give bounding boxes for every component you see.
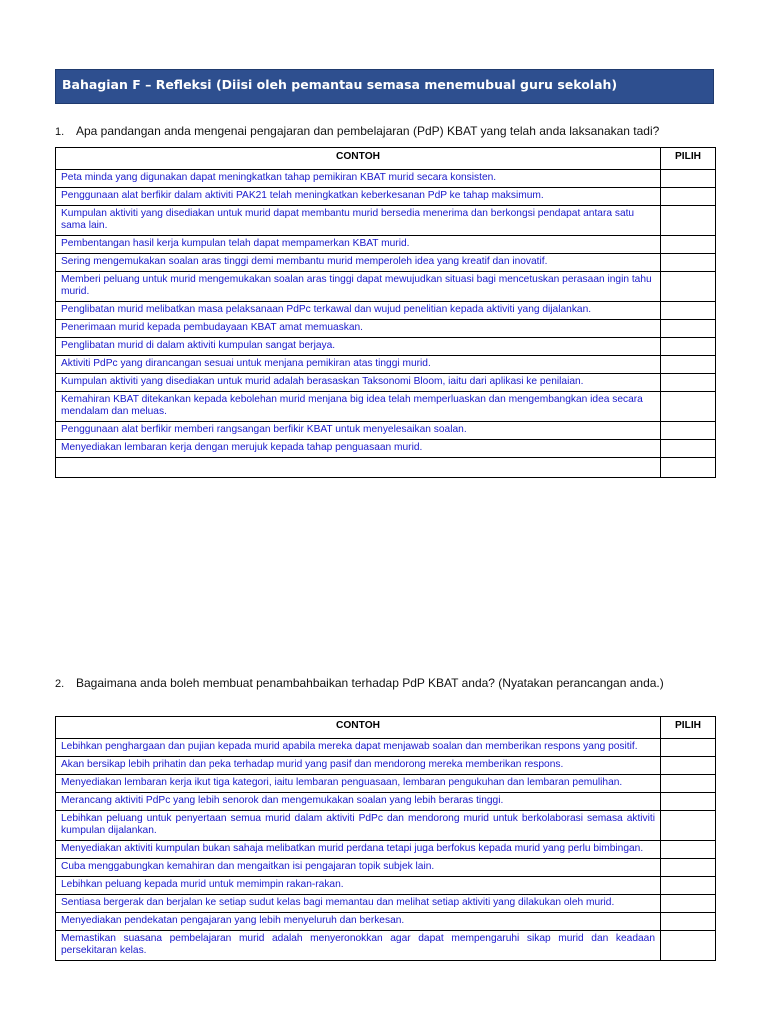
choose-cell[interactable] (661, 254, 716, 272)
table-q2 (55, 716, 716, 961)
section-header (55, 69, 714, 104)
example-text: Kemahiran KBAT ditekankan kepada kebolehan murid menjana big idea telah memperluaskan dan mengembangkan idea secara mendalam dan meluas. (56, 392, 661, 422)
choose-cell[interactable] (661, 841, 716, 859)
example-text: Lebihkan peluang kepada murid untuk memimpin rakan-rakan. (56, 877, 661, 895)
question-2 (55, 676, 664, 690)
question-1-number: 1. (55, 126, 65, 138)
table-q1 (55, 147, 716, 478)
choose-cell[interactable] (661, 236, 716, 254)
question-2-number: 2. (55, 678, 65, 690)
choose-cell[interactable] (661, 272, 716, 302)
table-row (56, 422, 716, 440)
choose-cell[interactable] (661, 931, 716, 961)
table-row (56, 170, 716, 188)
example-text: Menyediakan lembaran kerja ikut tiga kategori, iaitu lembaran penguasaan, lembaran pengukuhan dan lembaran pemulihan. (56, 775, 661, 793)
example-text: Penerimaan murid kepada pembudayaan KBAT amat memuaskan. (56, 320, 661, 338)
choose-cell[interactable] (661, 859, 716, 877)
table-row (56, 254, 716, 272)
table-row (56, 877, 716, 895)
column-header-example: CONTOH (56, 148, 661, 170)
table-row (56, 841, 716, 859)
choose-cell[interactable] (661, 374, 716, 392)
table-row (56, 392, 716, 422)
column-header-choose: PILIH (661, 148, 716, 170)
table-row (56, 440, 716, 458)
example-text: Penggunaan alat berfikir dalam aktiviti PAK21 telah meningkatkan keberkesanan PdP ke tahap maksimum. (56, 188, 661, 206)
table-row (56, 913, 716, 931)
example-text: Penglibatan murid di dalam aktiviti kumpulan sangat berjaya. (56, 338, 661, 356)
choose-cell[interactable] (661, 188, 716, 206)
table-row (56, 859, 716, 877)
choose-cell[interactable] (661, 458, 716, 478)
example-text: Memberi peluang untuk murid mengemukakan soalan aras tinggi dapat mewujudkan situasi bagi mencetuskan perasaan ingin tahu murid. (56, 272, 661, 302)
table-row (56, 739, 716, 757)
question-1 (55, 124, 659, 138)
table-row (56, 775, 716, 793)
example-text: Penglibatan murid melibatkan masa pelaksanaan PdPc terkawal dan wujud penelitian kepada aktiviti yang dijalankan. (56, 302, 661, 320)
table-row (56, 302, 716, 320)
table-row (56, 320, 716, 338)
question-2-text: Bagaimana anda boleh membuat penambahbaikan terhadap PdP KBAT anda? (Nyatakan perancangan anda.) (76, 676, 664, 690)
example-text: Menyediakan aktiviti kumpulan bukan sahaja melibatkan murid perdana tetapi juga berfokus kepada murid yang perlu bimbingan. (56, 841, 661, 859)
table-row (56, 236, 716, 254)
choose-cell[interactable] (661, 757, 716, 775)
choose-cell[interactable] (661, 320, 716, 338)
column-header-choose: PILIH (661, 717, 716, 739)
choose-cell[interactable] (661, 895, 716, 913)
choose-cell[interactable] (661, 302, 716, 320)
example-text: Sentiasa bergerak dan berjalan ke setiap sudut kelas bagi memantau dan melihat setiap aktiviti yang dilakukan oleh murid. (56, 895, 661, 913)
example-text: Menyediakan lembaran kerja dengan merujuk kepada tahap penguasaan murid. (56, 440, 661, 458)
choose-cell[interactable] (661, 392, 716, 422)
example-empty-cell[interactable] (56, 458, 661, 478)
choose-cell[interactable] (661, 877, 716, 895)
table-row (56, 206, 716, 236)
table-row (56, 793, 716, 811)
example-text: Menyediakan pendekatan pengajaran yang lebih menyeluruh dan berkesan. (56, 913, 661, 931)
table-row (56, 356, 716, 374)
example-text: Penggunaan alat berfikir memberi rangsangan berfikir KBAT untuk menyelesaikan soalan. (56, 422, 661, 440)
example-text: Aktiviti PdPc yang dirancangan sesuai untuk menjana pemikiran atas tinggi murid. (56, 356, 661, 374)
choose-cell[interactable] (661, 793, 716, 811)
example-text: Memastikan suasana pembelajaran murid adalah menyeronokkan agar dapat mempengaruhi sikap murid dan keadaan persekitaran kelas. (56, 931, 661, 961)
table-row (56, 272, 716, 302)
table-row-empty (56, 458, 716, 478)
question-1-text: Apa pandangan anda mengenai pengajaran dan pembelajaran (PdP) KBAT yang telah anda laksanakan tadi? (76, 124, 660, 138)
table-q2-header (56, 717, 716, 739)
choose-cell[interactable] (661, 811, 716, 841)
choose-cell[interactable] (661, 338, 716, 356)
table-row (56, 757, 716, 775)
example-text: Merancang aktiviti PdPc yang lebih senorok dan mengemukakan soalan yang lebih beraras tinggi. (56, 793, 661, 811)
example-text: Sering mengemukakan soalan aras tinggi demi membantu murid memperoleh idea yang kreatif dan inovatif. (56, 254, 661, 272)
choose-cell[interactable] (661, 356, 716, 374)
example-text: Kumpulan aktiviti yang disediakan untuk murid adalah berasaskan Taksonomi Bloom, iaitu dari aplikasi ke penilaian. (56, 374, 661, 392)
choose-cell[interactable] (661, 170, 716, 188)
choose-cell[interactable] (661, 206, 716, 236)
column-header-example: CONTOH (56, 717, 661, 739)
table-row (56, 188, 716, 206)
example-text: Peta minda yang digunakan dapat meningkatkan tahap pemikiran KBAT murid secara konsisten. (56, 170, 661, 188)
choose-cell[interactable] (661, 422, 716, 440)
table-row (56, 931, 716, 961)
table-q1-header (56, 148, 716, 170)
choose-cell[interactable] (661, 775, 716, 793)
choose-cell[interactable] (661, 913, 716, 931)
example-text: Cuba menggabungkan kemahiran dan mengaitkan isi pengajaran topik subjek lain. (56, 859, 661, 877)
choose-cell[interactable] (661, 739, 716, 757)
example-text: Akan bersikap lebih prihatin dan peka terhadap murid yang pasif dan mendorong mereka memberikan respons. (56, 757, 661, 775)
example-text: Lebihkan penghargaan dan pujian kepada murid apabila mereka dapat menjawab soalan dan memberikan respons yang positif. (56, 739, 661, 757)
table-row (56, 374, 716, 392)
example-text: Kumpulan aktiviti yang disediakan untuk murid dapat membantu murid bersedia menerima dan berkongsi pendapat antara satu sama lain. (56, 206, 661, 236)
table-row (56, 895, 716, 913)
example-text: Pembentangan hasil kerja kumpulan telah dapat mempamerkan KBAT murid. (56, 236, 661, 254)
table-row (56, 338, 716, 356)
example-text: Lebihkan peluang untuk penyertaan semua murid dalam aktiviti PdPc dan mendorong murid untuk berkolaborasi semasa aktiviti kumpulan dijalankan. (56, 811, 661, 841)
table-row (56, 811, 716, 841)
choose-cell[interactable] (661, 440, 716, 458)
section-title: Bahagian F – Refleksi (Diisi oleh pemantau semasa menemubual guru sekolah) (62, 77, 618, 92)
